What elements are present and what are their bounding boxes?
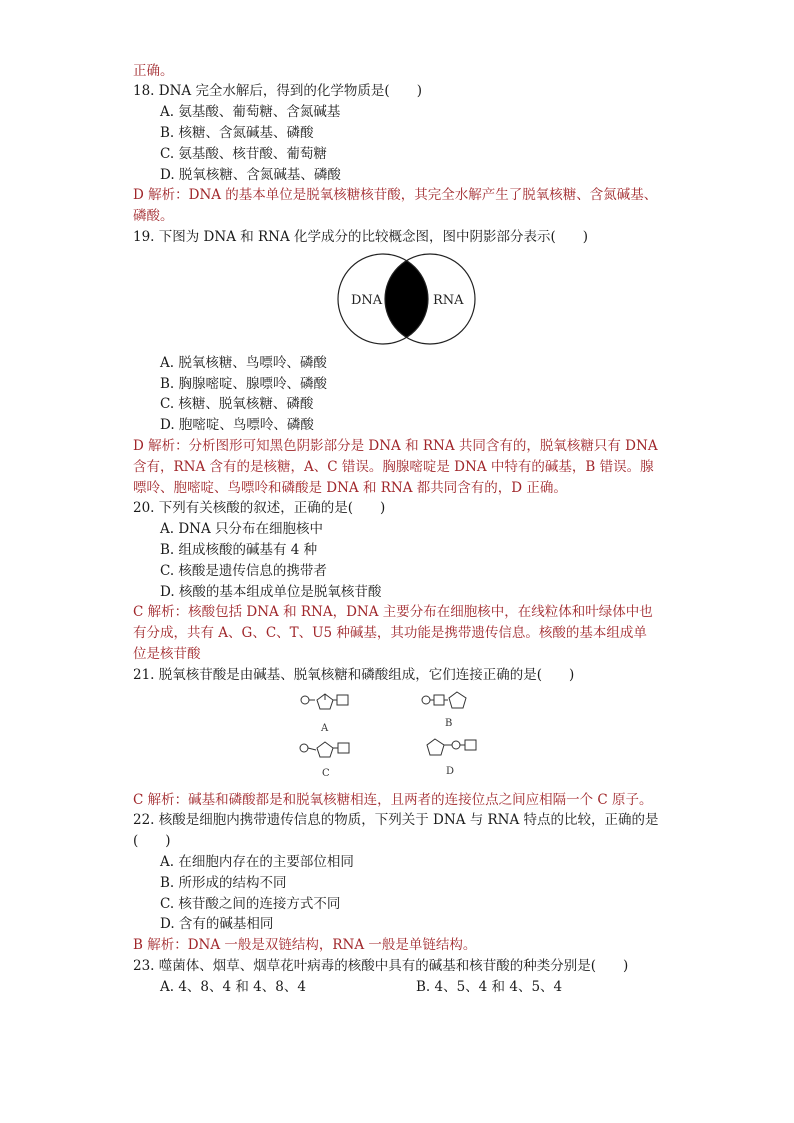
q22-option-c: C. 核苷酸之间的连接方式不同 <box>160 896 341 912</box>
q19-option-d: D. 胞嘧啶、鸟嘌呤、磷酸 <box>160 417 314 433</box>
q23-option-a: A. 4、8、4 和 4、8、4 <box>160 979 306 995</box>
structure-a-label: A <box>321 723 329 734</box>
q19-option-a: A. 脱氧核糖、鸟嘌呤、磷酸 <box>160 355 327 371</box>
question-22-line-1: 22. 核酸是细胞内携带遗传信息的物质，下列关于 DNA 与 RNA 特点的比较，正确的是 <box>133 812 659 828</box>
q21-answer-line-1: C 解析：碱基和磷酸都是和脱氧核糖相连，且两者的连接位点之间应相隔一个 C 原子。 <box>133 792 653 808</box>
q23-option-b: B. 4、5、4 和 4、5、4 <box>416 979 563 995</box>
question-22-line-2: ( ) <box>133 833 171 849</box>
structure-c-label: C <box>322 768 330 779</box>
q19-answer-line-3: 嘌呤、胞嘧啶、鸟嘌呤和磷酸是 DNA 和 RNA 都共同含有的，D 正确。 <box>133 480 567 496</box>
q18-answer-line-1: D 解析：DNA 的基本单位是脱氧核糖核苷酸，其完全水解产生了脱氧核糖、含氮碱基、 <box>133 187 658 203</box>
q20-option-a: A. DNA 只分布在细胞核中 <box>160 521 324 537</box>
q18-option-d: D. 脱氧核糖、含氮碱基、磷酸 <box>160 167 341 183</box>
question-20: 20. 下列有关核酸的叙述，正确的是( ) <box>133 500 386 516</box>
question-19: 19. 下图为 DNA 和 RNA 化学成分的比较概念图，图中阴影部分表示( ) <box>133 229 589 245</box>
q18-answer-line-2: 磷酸。 <box>133 208 174 224</box>
answer-tail: 正确。 <box>133 63 174 79</box>
structure-b-label: B <box>445 718 453 729</box>
question-21: 21. 脱氧核苷酸是由碱基、脱氧核糖和磷酸组成，它们连接正确的是( ) <box>133 667 575 683</box>
q20-option-b: B. 组成核酸的碱基有 4 种 <box>160 542 318 558</box>
q20-option-c: C. 核酸是遗传信息的携带者 <box>160 563 327 579</box>
q20-answer-line-3: 位是核苷酸 <box>133 646 201 662</box>
q18-option-a: A. 氨基酸、葡萄糖、含氮碱基 <box>160 104 341 120</box>
venn-rna-label: RNA <box>433 293 464 308</box>
q22-option-b: B. 所形成的结构不同 <box>160 875 287 891</box>
q19-option-c: C. 核糖、脱氧核糖、磷酸 <box>160 396 314 412</box>
q20-answer-line-2: 有分成，共有 A、G、C、T、U5 种碱基，其功能是携带遗传信息。核酸的基本组成单 <box>133 625 647 641</box>
q18-option-c: C. 氨基酸、核苷酸、葡萄糖 <box>160 146 327 162</box>
question-23: 23. 噬菌体、烟草、烟草花叶病毒的核酸中具有的碱基和核苷酸的种类分别是( ) <box>133 958 629 974</box>
q18-option-b: B. 核糖、含氮碱基、磷酸 <box>160 125 314 141</box>
venn-diagram <box>335 252 480 347</box>
venn-dna-label: DNA <box>351 293 383 308</box>
q22-option-a: A. 在细胞内存在的主要部位相同 <box>160 854 354 870</box>
q20-answer-line-1: C 解析：核酸包括 DNA 和 RNA，DNA 主要分布在细胞核中，在线粒体和叶绿体中也 <box>133 604 653 620</box>
q19-answer-line-1: D 解析：分析图形可知黑色阴影部分是 DNA 和 RNA 共同含有的，脱氧核糖只有 DNA <box>133 438 658 454</box>
q22-option-d: D. 含有的碱基相同 <box>160 916 274 932</box>
question-18: 18. DNA 完全水解后，得到的化学物质是( ) <box>133 83 422 99</box>
structure-c <box>300 742 349 757</box>
structure-a <box>301 694 348 709</box>
nucleotide-structures-figure <box>295 688 495 783</box>
structure-b <box>422 692 466 708</box>
q19-answer-line-2: 含有，RNA 含有的是核糖，A、C 错误。胸腺嘧啶是 DNA 中特有的碱基，B 错误。腺 <box>133 459 654 475</box>
structure-d <box>427 739 476 755</box>
q22-answer-line-1: B 解析：DNA 一般是双链结构，RNA 一般是单链结构。 <box>133 937 477 953</box>
q20-option-d: D. 核酸的基本组成单位是脱氧核苷酸 <box>160 584 382 600</box>
structure-d-label: D <box>446 766 455 777</box>
q19-option-b: B. 胸腺嘧啶、腺嘌呤、磷酸 <box>160 376 328 392</box>
